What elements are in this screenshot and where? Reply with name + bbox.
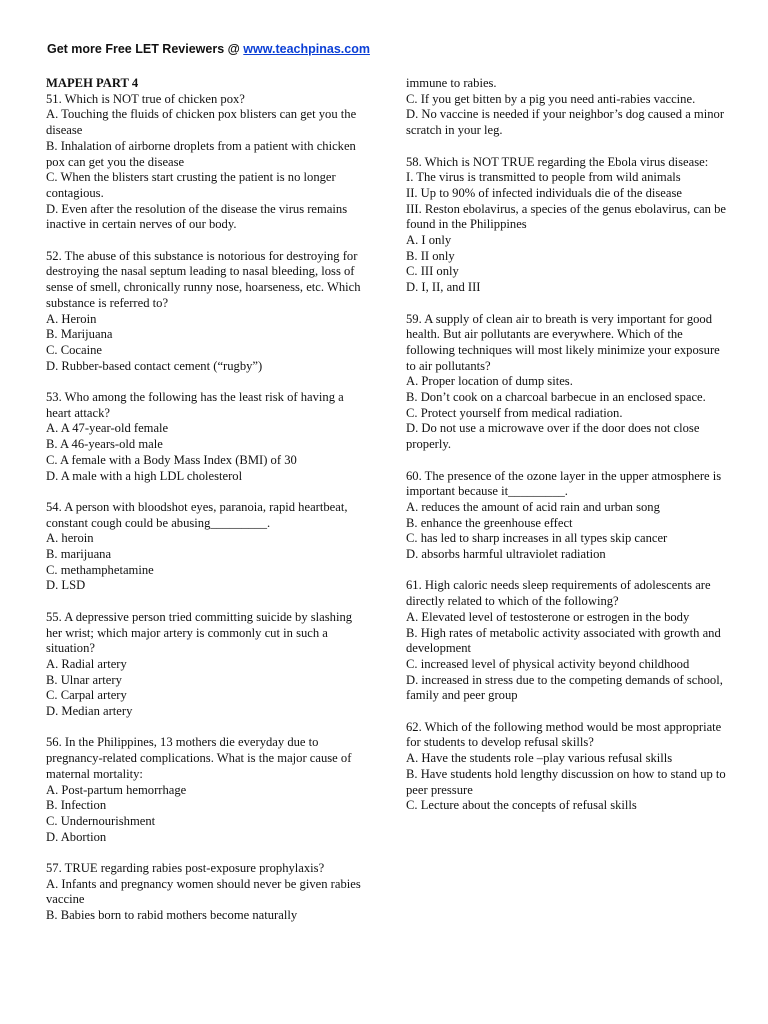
header-text: Get more Free LET Reviewers @ xyxy=(47,42,244,56)
answer-option: B. Don’t cook on a charcoal barbecue in an enclosed space. xyxy=(406,390,706,405)
answer-option: A. Infants and pregnancy women should never be given rabies vaccine xyxy=(46,876,361,907)
answer-option: A. Post-partum hemorrhage xyxy=(46,782,187,797)
question-block xyxy=(46,92,370,233)
answer-option: II. Up to 90% of infected individuals die of the disease xyxy=(406,185,682,200)
question-block xyxy=(406,155,728,296)
answer-option: C. Carpal artery xyxy=(46,688,127,703)
answer-option: B. Marijuana xyxy=(46,327,113,342)
answer-option: A. A 47-year-old female xyxy=(46,421,169,436)
question-stem: 55. A depressive person tried committing suicide by slashing her wrist; which major artery is commonly cut in such a situation? xyxy=(46,609,353,656)
question-stem: 57. TRUE regarding rabies post-exposure prophylaxis? xyxy=(46,861,325,876)
question-block xyxy=(46,390,370,484)
continuation-line: immune to rabies. xyxy=(406,76,497,90)
answer-option: I. The virus is transmitted to people from wild animals xyxy=(406,170,681,185)
answer-option: B. Infection xyxy=(46,798,107,813)
answer-option: A. I only xyxy=(406,233,452,248)
answer-option: D. A male with a high LDL cholesterol xyxy=(46,468,243,483)
answer-option: B. II only xyxy=(406,248,455,263)
question-stem: 51. Which is NOT true of chicken pox? xyxy=(46,91,245,106)
answer-option: D. Abortion xyxy=(46,829,107,844)
answer-option: C. Cocaine xyxy=(46,342,102,357)
answer-option: B. marijuana xyxy=(46,547,112,562)
answer-option: C. Protect yourself from medical radiation. xyxy=(406,405,623,420)
answer-option: B. enhance the greenhouse effect xyxy=(406,515,573,530)
answer-option: A. Elevated level of testosterone or estrogen in the body xyxy=(406,609,690,624)
answer-option: III. Reston ebolavirus, a species of the genus ebolavirus, can be found in the Philippines xyxy=(406,201,726,232)
answer-option: B. Have students hold lengthy discussion on how to stand up to peer pressure xyxy=(406,766,726,797)
answer-option: D. increased in stress due to the competing demands of school, family and peer group xyxy=(406,672,723,703)
continuation-line: D. No vaccine is needed if your neighbor’s dog caused a minor scratch in your leg. xyxy=(406,107,725,138)
answer-option: A. Have the students role –play various refusal skills xyxy=(406,751,673,766)
question-block xyxy=(46,249,370,375)
answer-option: D. LSD xyxy=(46,578,86,593)
answer-option: C. Lecture about the concepts of refusal skills xyxy=(406,798,637,813)
answer-option: B. Inhalation of airborne droplets from a patient with chicken pox can get you the disease xyxy=(46,138,356,169)
continuation-line: C. If you get bitten by a pig you need anti-rabies vaccine. xyxy=(406,91,696,106)
answer-option: A. Heroin xyxy=(46,311,97,326)
answer-option: C. increased level of physical activity beyond childhood xyxy=(406,656,690,671)
answer-option: D. absorbs harmful ultraviolet radiation xyxy=(406,547,606,562)
question-block xyxy=(46,735,370,845)
answer-option: D. Do not use a microwave over if the door does not close properly. xyxy=(406,421,700,452)
header-link[interactable]: www.teachpinas.com xyxy=(243,42,370,56)
answer-option: A. Radial artery xyxy=(46,656,127,671)
answer-option: B. High rates of metabolic activity associated with growth and development xyxy=(406,625,721,656)
answer-option: D. Median artery xyxy=(46,704,133,719)
question-stem: 59. A supply of clean air to breath is very important for good health. But air pollutants are everywhere. Which of the following techniques will most likely minimize your exposure to air pollutants? xyxy=(406,311,720,373)
question-57-continuation xyxy=(406,76,728,139)
question-block xyxy=(406,578,728,704)
answer-option: C. Undernourishment xyxy=(46,813,156,828)
answer-option: D. I, II, and III xyxy=(406,280,481,295)
answer-option: C. A female with a Body Mass Index (BMI) of 30 xyxy=(46,452,297,467)
question-stem: 60. The presence of the ozone layer in the upper atmosphere is important because it_________. xyxy=(406,468,722,499)
question-block xyxy=(406,312,728,453)
question-stem: 56. In the Philippines, 13 mothers die everyday due to pregnancy-related complications. What is the major cause of maternal mortality: xyxy=(46,735,352,781)
right-column xyxy=(406,76,728,830)
document-title: MAPEH PART 4 xyxy=(46,76,139,90)
answer-option: B. A 46-years-old male xyxy=(46,437,163,452)
question-block xyxy=(406,720,728,814)
question-block xyxy=(46,610,370,720)
answer-option: A. heroin xyxy=(46,531,94,546)
question-block xyxy=(46,861,370,924)
question-stem: 58. Which is NOT TRUE regarding the Ebola virus disease: xyxy=(406,154,709,169)
question-stem: 62. Which of the following method would be most appropriate for students to develop refusal skills? xyxy=(406,719,722,750)
question-stem: 54. A person with bloodshot eyes, paranoia, rapid heartbeat, constant cough could be abusing_________. xyxy=(46,499,348,530)
answer-option: A. Touching the fluids of chicken pox blisters can get you the disease xyxy=(46,107,357,138)
question-stem: 61. High caloric needs sleep requirements of adolescents are directly related to which of the following? xyxy=(406,578,711,609)
answer-option: B. Ulnar artery xyxy=(46,672,122,687)
answer-option: C. methamphetamine xyxy=(46,562,154,577)
answer-option: C. has led to sharp increases in all types skip cancer xyxy=(406,531,668,546)
answer-option: A. Proper location of dump sites. xyxy=(406,374,573,389)
answer-option: C. III only xyxy=(406,264,459,279)
answer-option: D. Even after the resolution of the disease the virus remains inactive in certain nerves of our body. xyxy=(46,201,348,232)
answer-option: A. reduces the amount of acid rain and urban song xyxy=(406,499,660,514)
page-header xyxy=(47,42,370,56)
question-block xyxy=(406,469,728,563)
left-column xyxy=(46,76,370,940)
question-stem: 52. The abuse of this substance is notorious for destroying for destroying the nasal septum leading to nasal bleeding, loss of sense of smell, chronically runny nose, hoarseness, etc. Which substance is referred to? xyxy=(46,248,361,310)
question-block xyxy=(46,500,370,594)
answer-option: B. Babies born to rabid mothers become naturally xyxy=(46,908,298,923)
question-stem: 53. Who among the following has the least risk of having a heart attack? xyxy=(46,390,344,420)
answer-option: C. When the blisters start crusting the patient is no longer contagious. xyxy=(46,170,336,200)
answer-option: D. Rubber-based contact cement (“rugby”) xyxy=(46,358,263,373)
